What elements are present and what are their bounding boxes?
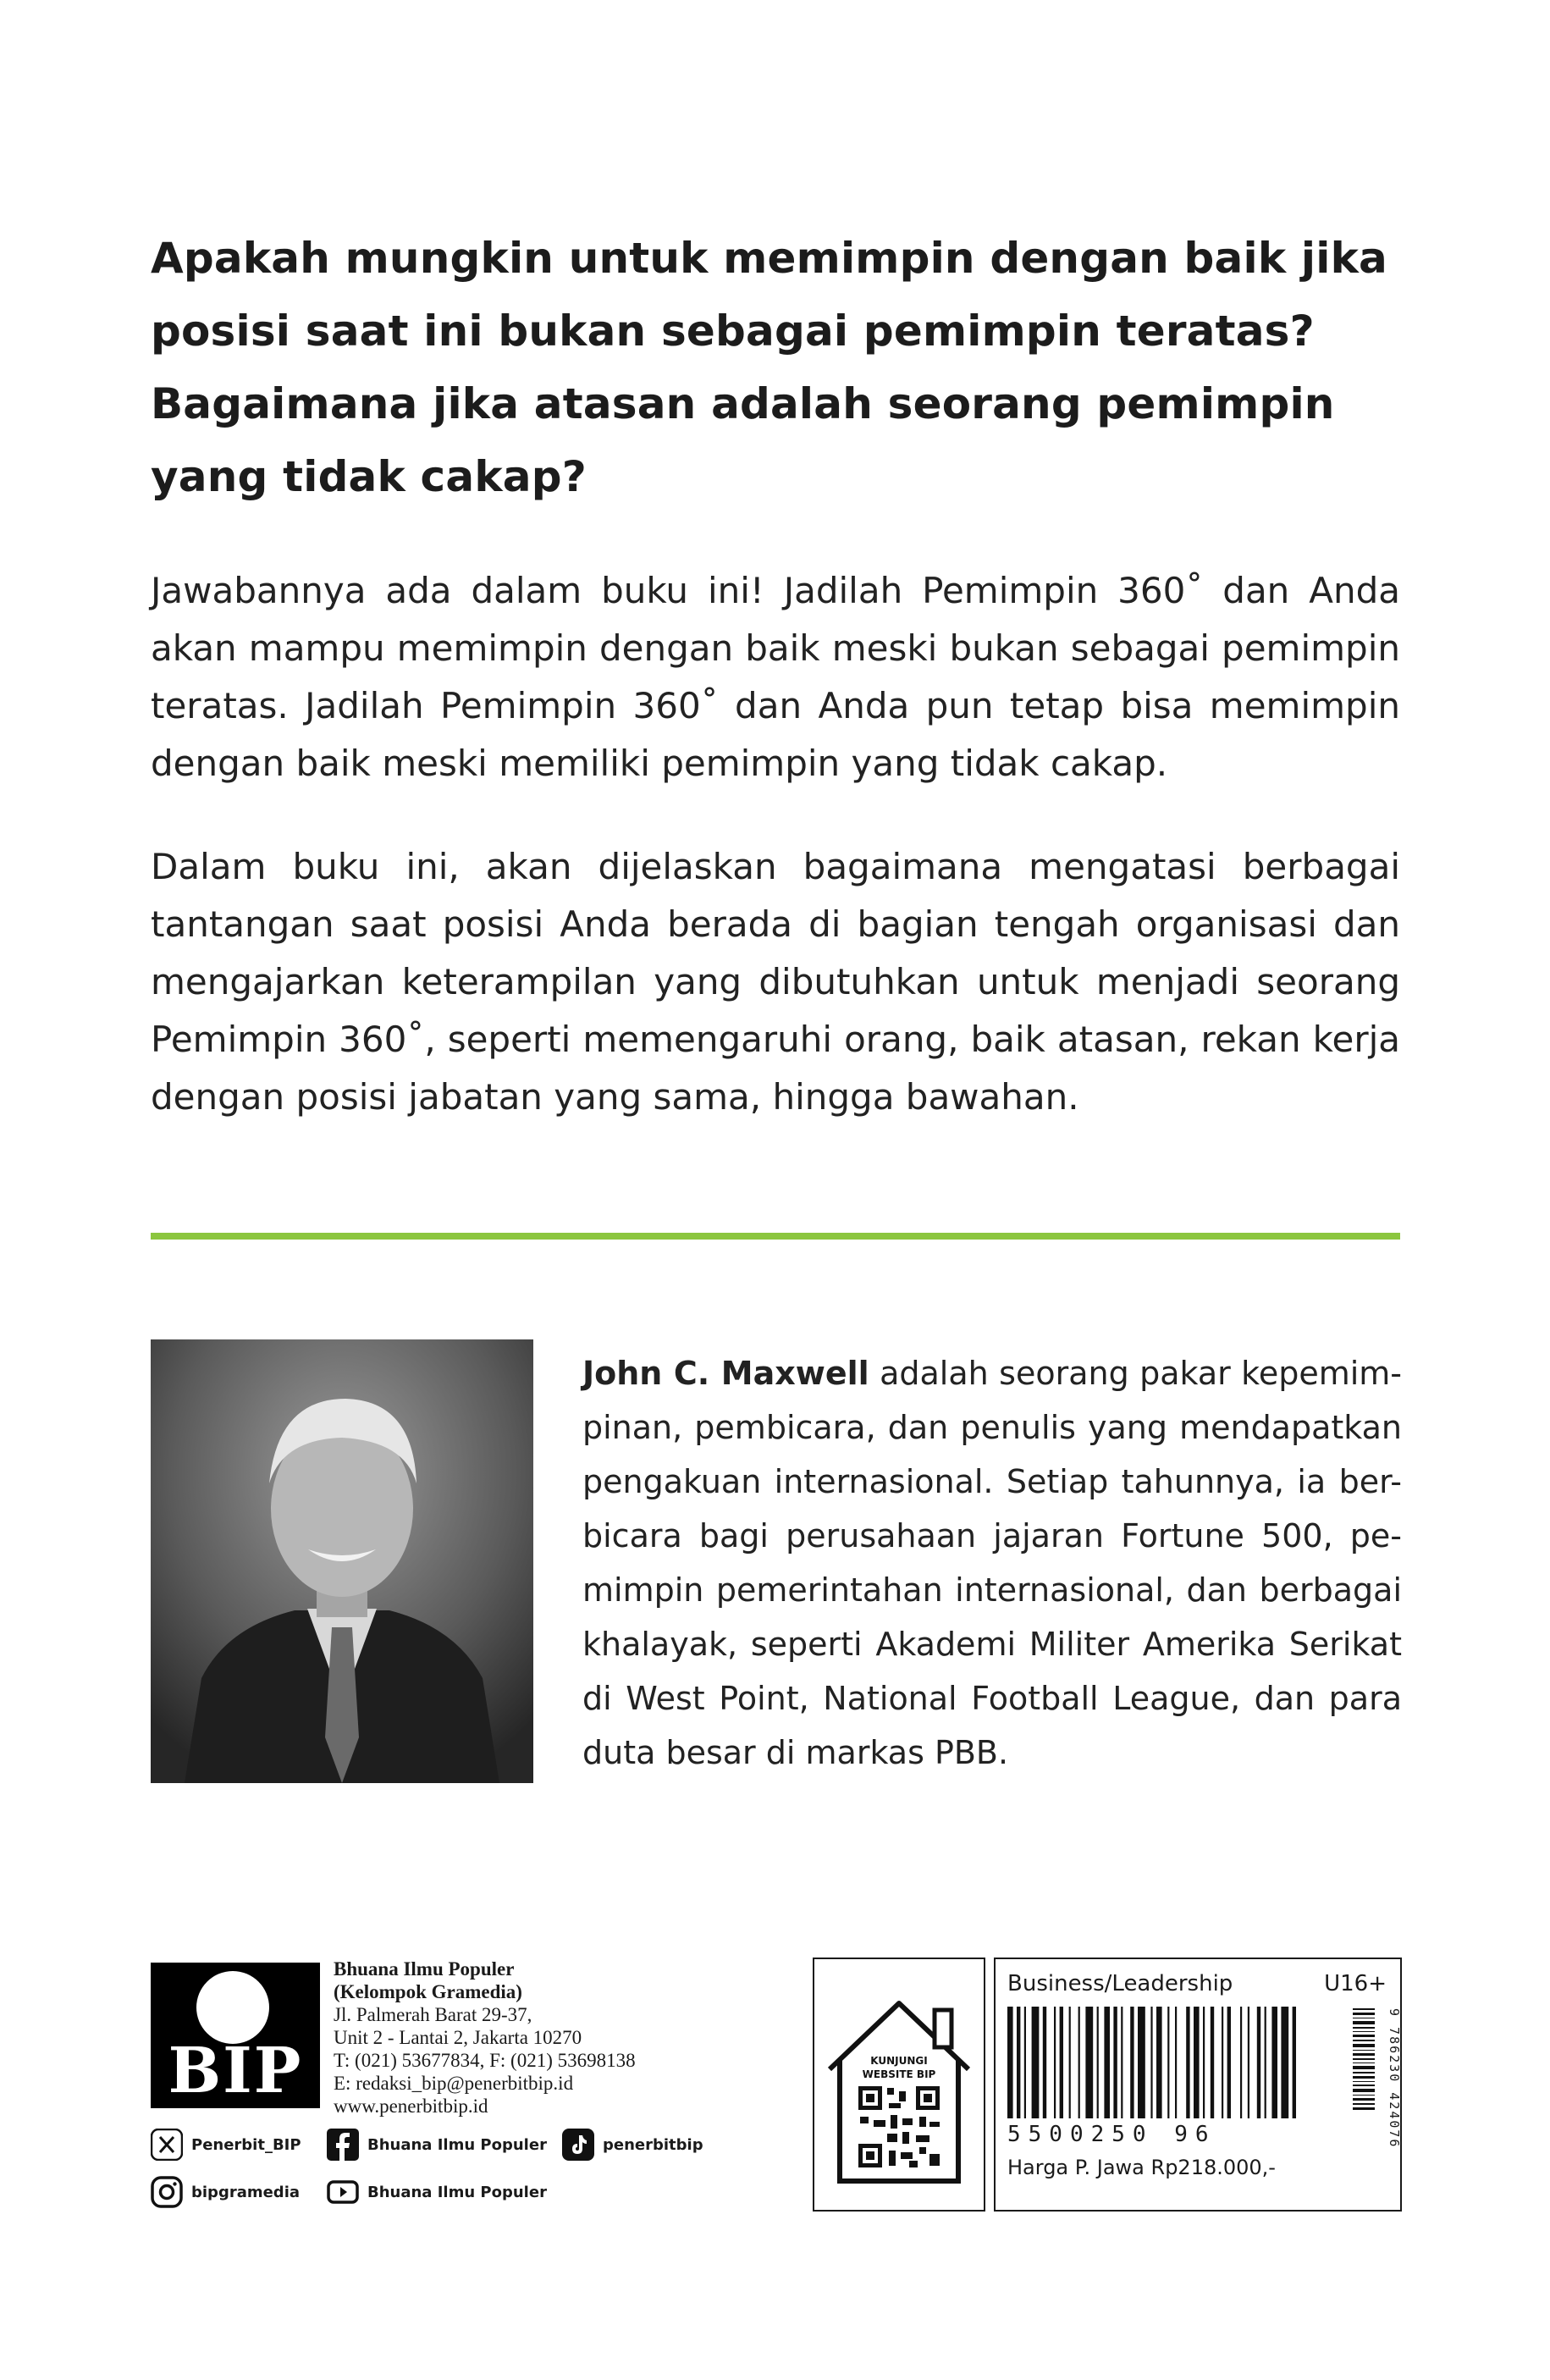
youtube-handle: Bhuana Ilmu Populer <box>367 2183 547 2201</box>
bio-line: mimpin pemerintahan internasional, dan berbagai <box>582 1571 1402 1609</box>
bio-line: bicara bagi perusahaan jajaran Fortune 500, pe- <box>582 1517 1402 1554</box>
paragraph-line: mengajarkan keterampilan yang dibutuhkan untuk menjadi seorang <box>151 961 1400 1002</box>
paragraph-line: dengan posisi jabatan yang sama, hingga bawahan. <box>151 1076 1079 1118</box>
bio-line: khalayak, seperti Akademi Militer Amerika Serikat <box>582 1626 1402 1663</box>
qr-caption-line2: WEBSITE BIP <box>862 2068 936 2080</box>
headline-line: posisi saat ini bukan sebagai pemimpin teratas? <box>151 306 1315 356</box>
social-x <box>151 2129 301 2161</box>
bio-line: duta besar di markas PBB. <box>582 1734 1009 1771</box>
x-handle: Penerbit_BIP <box>191 2135 301 2154</box>
book-category: Business/Leadership <box>1007 1971 1233 1996</box>
address-line: Jl. Palmerah Barat 29-37, <box>334 2004 532 2025</box>
house-qr-icon <box>814 1959 984 2210</box>
headline-line: Bagaimana jika atasan adalah seorang pemimpin <box>151 379 1335 428</box>
headline <box>151 222 1404 513</box>
email-line: E: redaksi_bip@penerbitbip.id <box>334 2073 574 2094</box>
bio-line: pinan, pembicara, dan penulis yang mendapatkan <box>582 1409 1402 1446</box>
social-youtube <box>327 2176 547 2208</box>
social-tiktok <box>562 2129 703 2161</box>
intro-paragraph <box>151 562 1400 792</box>
qr-code-icon <box>858 2086 940 2167</box>
publisher-info <box>334 1958 731 2118</box>
facebook-handle: Bhuana Ilmu Populer <box>367 2135 547 2154</box>
isbn-vertical <box>1376 2008 1402 2149</box>
paragraph-line: Jawabannya ada dalam buku ini! Jadilah Pemimpin 360˚ dan Anda <box>151 570 1400 611</box>
paragraph-line: tantangan saat posisi Anda berada di bagian tengah organisasi dan <box>151 903 1400 945</box>
barcode-icon <box>1007 2007 1346 2118</box>
section-divider <box>151 1233 1400 1240</box>
tiktok-handle: penerbitbip <box>603 2135 703 2154</box>
age-rating: U16+ <box>1324 1971 1387 1996</box>
logo-dot-icon <box>196 1971 269 2044</box>
barcode-number: 5500250 96 <box>1007 2122 1216 2147</box>
author-bio <box>582 1346 1402 1780</box>
phone-line: T: (021) 53677834, F: (021) 53698138 <box>334 2050 636 2071</box>
paragraph-line: akan mampu memimpin dengan baik meski bukan sebagai pemimpin <box>151 627 1400 669</box>
bio-line: di West Point, National Football League, dan para <box>582 1680 1402 1717</box>
author-name: John C. Maxwell <box>582 1355 869 1392</box>
x-icon <box>151 2129 183 2161</box>
bio-first-text: adalah seorang pakar kepemim- <box>869 1355 1403 1392</box>
publisher-group: (Kelompok Gramedia) <box>334 1981 522 2002</box>
facebook-icon <box>327 2129 359 2161</box>
barcode-section <box>813 1958 1400 2212</box>
logo-text: BIP <box>168 2035 303 2107</box>
description-paragraph <box>151 838 1400 1126</box>
author-portrait-icon <box>151 1339 533 1783</box>
qr-caption-line1: KUNJUNGI <box>870 2055 928 2067</box>
paragraph-line: dengan baik meski memiliki pemimpin yang tidak cakap. <box>151 743 1168 784</box>
tiktok-icon <box>562 2129 594 2161</box>
address-line: Unit 2 - Lantai 2, Jakarta 10270 <box>334 2027 582 2048</box>
youtube-icon <box>327 2176 359 2208</box>
social-instagram <box>151 2176 300 2208</box>
website-qr-box[interactable] <box>813 1958 985 2212</box>
paragraph-line: teratas. Jadilah Pemimpin 360˚ dan Anda pun tetap bisa memimpin <box>151 685 1400 726</box>
publisher-name: Bhuana Ilmu Populer <box>334 1958 515 1980</box>
social-facebook <box>327 2129 547 2161</box>
bio-first-line <box>582 1346 1402 1400</box>
paragraph-line: Dalam buku ini, akan dijelaskan bagaimana mengatasi berbagai <box>151 846 1400 887</box>
headline-line: Apakah mungkin untuk memimpin dengan baik jika <box>151 234 1387 283</box>
publisher-logo <box>151 1963 320 2108</box>
paragraph-line: Pemimpin 360˚, seperti memengaruhi orang, baik atasan, rekan kerja <box>151 1019 1400 1060</box>
barcode-box <box>994 1958 1402 2212</box>
isbn-number: 9 786230 424076 <box>1387 2008 1402 2149</box>
price: Harga P. Jawa Rp218.000,- <box>1007 2156 1276 2179</box>
instagram-handle: bipgramedia <box>191 2183 301 2201</box>
website-line: www.penerbitbip.id <box>334 2096 488 2117</box>
instagram-icon <box>151 2176 183 2208</box>
headline-line: yang tidak cakap? <box>151 452 587 501</box>
author-photo <box>151 1339 533 1783</box>
bio-line: pengakuan internasional. Setiap tahunnya, ia ber- <box>582 1463 1402 1500</box>
isbn-mini-barcode-icon <box>1353 2008 1375 2110</box>
